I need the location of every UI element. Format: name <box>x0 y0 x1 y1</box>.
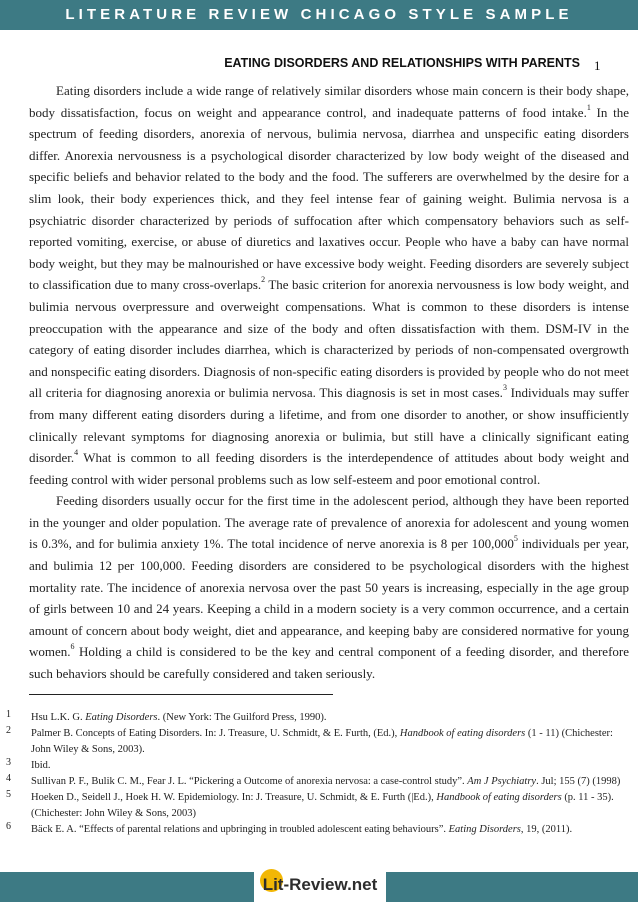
footnote-reference[interactable]: 2 <box>261 275 266 285</box>
text-run: (p. 11 - 35). (Chichester: John Wiley & Sons, 2003) <box>31 792 614 819</box>
italic-text: Am J Psychiatry <box>467 776 537 787</box>
text-run: The basic criterion for anorexia nervousness is low body weight, and bulimia nervous overpressure and overweight compensations. What is common to these disorders is intense preoccupation with the appearance and size of the body and often dissatisfaction with them. DSM-IV in the category of eating disorder includes diarrhea, which is characterized by periods of non-compensated overgrowth and nonspecific eating disorders. Diagnosis of non-specific eating disorders is provided by people who do not meet all criteria for diagnosing anorexia or bulimia nervosa. This diagnosis is set in most cases. <box>29 277 629 401</box>
document-title: EATING DISORDERS AND RELATIONSHIPS WITH PARENTS <box>224 56 580 70</box>
footnote-item <box>6 758 626 774</box>
footnote-number: 3 <box>6 757 11 768</box>
body-paragraph <box>29 80 629 490</box>
text-run: (1 - 11) (Chichester: John Wiley & Sons, 2003). <box>31 728 613 755</box>
italic-text: Eating Disorders <box>448 824 521 835</box>
text-run: , 19, (2011). <box>520 824 573 835</box>
footnote-item <box>6 774 626 790</box>
body-paragraph <box>29 490 629 684</box>
footnote-number: 4 <box>6 773 11 784</box>
text-run: . (New York: The Guilford Press, 1990). <box>157 712 327 723</box>
text-run: What is common to all feeding disorders is the interdependence of attitudes about body weight and feeding control with wider personal problems such as low self-esteem and poor emotional control. <box>29 450 629 487</box>
text-run: Ibid. <box>31 760 51 771</box>
logo-text: Lit-Review.net <box>262 875 378 894</box>
footnote-number: 1 <box>6 709 11 720</box>
footnote-reference[interactable]: 4 <box>74 448 79 458</box>
text-run: . Jul; 155 (7) (1998) <box>536 776 621 787</box>
footnote-number: 6 <box>6 821 11 832</box>
footnote-item <box>6 790 626 822</box>
text-run: Individuals may suffer from many different eating disorders during a lifetime, and from one disorder to another, or show insufficiently clinically relevant symptoms for diagnosing anorexia or bulimia, but still have a clinically significant eating disorder. <box>29 385 629 466</box>
footnote-reference[interactable]: 6 <box>70 642 75 652</box>
footnote-number: 2 <box>6 725 11 736</box>
italic-text: Handbook of eating disorders <box>436 792 562 803</box>
site-logo[interactable] <box>254 866 386 902</box>
text-run: In the spectrum of feeding disorders, anorexia of nervous, bulimia nervosa, diarrhea and unspecific eating disorders differ. Anorexia nervousness is a psychological disorder characterized by low body weight of the diseased and specific beliefs and behavior related to the body and the food. The sufferers are overwhelmed by the desire for a slim look, their body experiences thick, and they feel intense fear of gaining weight. Bulimia nervosa is a psychiatric disorder characterized by periods of suffocation after which compensatory behaviors such as self-reported vomiting, exercise, or abuse of diuretics and laxatives occur. People who have a baby can have normal body weight, but they may be malnourished or have excessive body weight. Feeding disorders are severely subject to classification due to many cross-overlaps. <box>29 104 629 293</box>
text-run: Holding a child is considered to be the key and central component of a feeding disorder, and therefore such behaviors should be carefully considered and taken seriously. <box>29 644 629 682</box>
text-run: Eating disorders include a wide range of relatively similar disorders whose main concern is their body shape, body dissatisfaction, focus on weight and appearance control, and inadequate patterns of food intake. <box>29 83 629 120</box>
text-run: Feeding disorders usually occur for the first time in the adolescent period, although they have been reported in the younger and older population. The average rate of prevalence of anorexia for adolescent and young women is 0.3%, and for bulimia anxiety 1%. The total incidence of nerve anorexia is 8 per 100,000 <box>29 493 629 552</box>
footnote-reference[interactable]: 1 <box>586 102 591 112</box>
italic-text: Handbook of eating disorders <box>399 728 526 739</box>
text-run: individuals per year, and bulimia 12 per 100,000. Feeding disorders are considered to be psychological disorders with the highest mortality rate. The incidence of anorexia nervosa over the past 50 years is increasing, especially in the age group of girls between 10 and 24 years. Keeping a child in a modern society is a very common occurrence, and a certain amount of concern about body weight, diet and appearance, and keeping baby are considered normative for young women. <box>29 536 629 660</box>
body-text <box>29 80 629 685</box>
top-banner: LITERATURE REVIEW CHICAGO STYLE SAMPLE <box>0 0 638 30</box>
italic-text: Eating Disorders <box>85 712 158 723</box>
footnote-separator <box>29 694 333 695</box>
text-run: Palmer B. Concepts of Eating Disorders. In: J. Treasure, U. Schmidt, & E. Furth, (Ed.), <box>31 728 400 739</box>
text-run: Bäck E. A. “Effects of parental relations and upbringing in troubled adolescent eating behaviours”. <box>31 824 449 835</box>
text-run: Hsu L.K. G. <box>31 712 86 723</box>
footnote-reference[interactable]: 5 <box>513 534 518 544</box>
text-run: Sullivan P. F., Bulik C. M., Fear J. L. “Pickering a Outcome of anorexia nervosa: a case-control study”. <box>31 776 468 787</box>
footnotes-list <box>6 710 626 838</box>
footnote-item <box>6 822 626 838</box>
footnote-number: 5 <box>6 789 11 800</box>
footnote-item <box>6 726 626 758</box>
page-number: 1 <box>594 58 601 73</box>
text-run: Hoeken D., Seidell J., Hoek H. W. Epidemiology. In: J. Treasure, U. Schmidt, & E. Furth (|Ed.), <box>31 792 437 803</box>
footnote-item <box>6 710 626 726</box>
footnote-reference[interactable]: 3 <box>502 383 507 393</box>
